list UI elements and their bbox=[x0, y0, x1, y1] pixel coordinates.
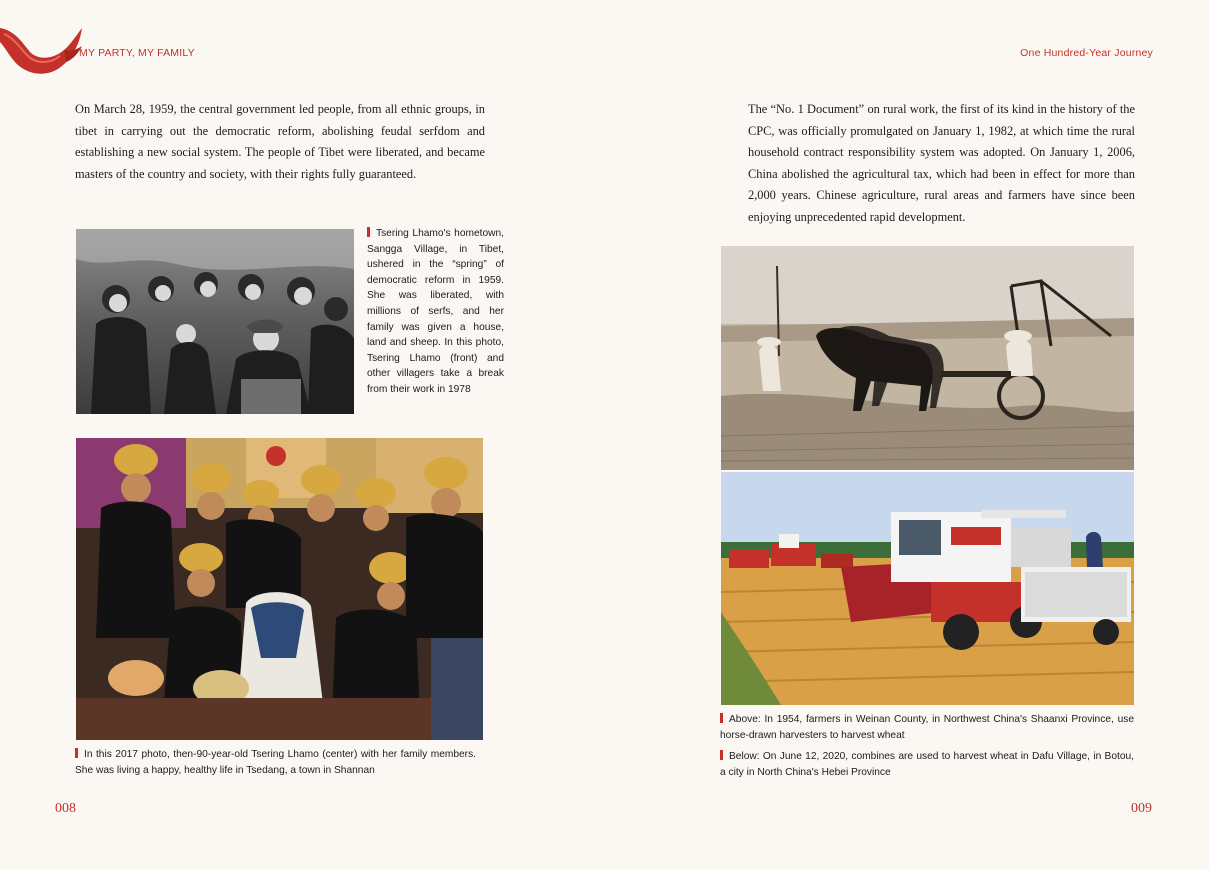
caption-above bbox=[720, 712, 1134, 743]
right-body-paragraph: The “No. 1 Document” on rural work, the first of its kind in the history of the CPC, was officially promulgated on January 1, 1982, at which time the rural household contract responsibility system was adopted. On January 1, 2006, China abolished the agricultural tax, which had been in effect for more than 2,000 years. Chinese agriculture, rural areas and farmers have since been enjoying unprecedented rapid development. bbox=[748, 102, 1135, 224]
photo-family-2017 bbox=[76, 438, 483, 740]
caption-photo-2017 bbox=[75, 747, 476, 778]
red-ribbon-logo-icon bbox=[0, 20, 90, 78]
photo-villagers-1978 bbox=[76, 229, 354, 414]
photo-combine-harvest-2020 bbox=[721, 472, 1134, 705]
page-number-left: 008 bbox=[55, 801, 76, 816]
caption-photo-1978-text: Tsering Lhamo's hometown, Sangga Village, in Tibet, ushered in the “spring” of democratic reform in 1959. She was liberated, with millions of serfs, and her family was given a house, land and sheep. In this photo, Tsering Lhamo (front) and other villagers take a break from their work in 1978 bbox=[367, 228, 504, 395]
header-right-title: One Hundred-Year Journey bbox=[1020, 47, 1153, 59]
red-bar-marker-icon bbox=[75, 748, 78, 758]
header-left-title: MY PARTY, MY FAMILY bbox=[79, 47, 195, 59]
left-body-paragraph: On March 28, 1959, the central government led people, from all ethnic groups, in tibet in carrying out the democratic reform, abolishing feudal serfdom and establishing a new social system. The people of Tibet were liberated, and became masters of the country and society, with their rights fully guaranteed. bbox=[75, 102, 485, 181]
caption-photo-1978 bbox=[367, 226, 504, 398]
caption-above-text: Above: In 1954, farmers in Weinan County, in Northwest China's Shaanxi Province, use horse-drawn harvesters to harvest wheat bbox=[720, 714, 1134, 741]
red-bar-marker-icon bbox=[720, 713, 723, 723]
caption-photo-2017-text: In this 2017 photo, then-90-year-old Tsering Lhamo (center) with her family members. She was living a happy, healthy life in Tsedang, a town in Shannan bbox=[75, 749, 476, 776]
page-number-right: 009 bbox=[1131, 801, 1152, 816]
red-bar-marker-icon bbox=[367, 227, 370, 237]
caption-below-text: Below: On June 12, 2020, combines are used to harvest wheat in Dafu Village, in Botou, a city in North China's Hebei Province bbox=[720, 751, 1134, 778]
caption-below bbox=[720, 749, 1134, 780]
photo-horse-harvest-1954 bbox=[721, 246, 1134, 470]
red-bar-marker-icon bbox=[720, 750, 723, 760]
